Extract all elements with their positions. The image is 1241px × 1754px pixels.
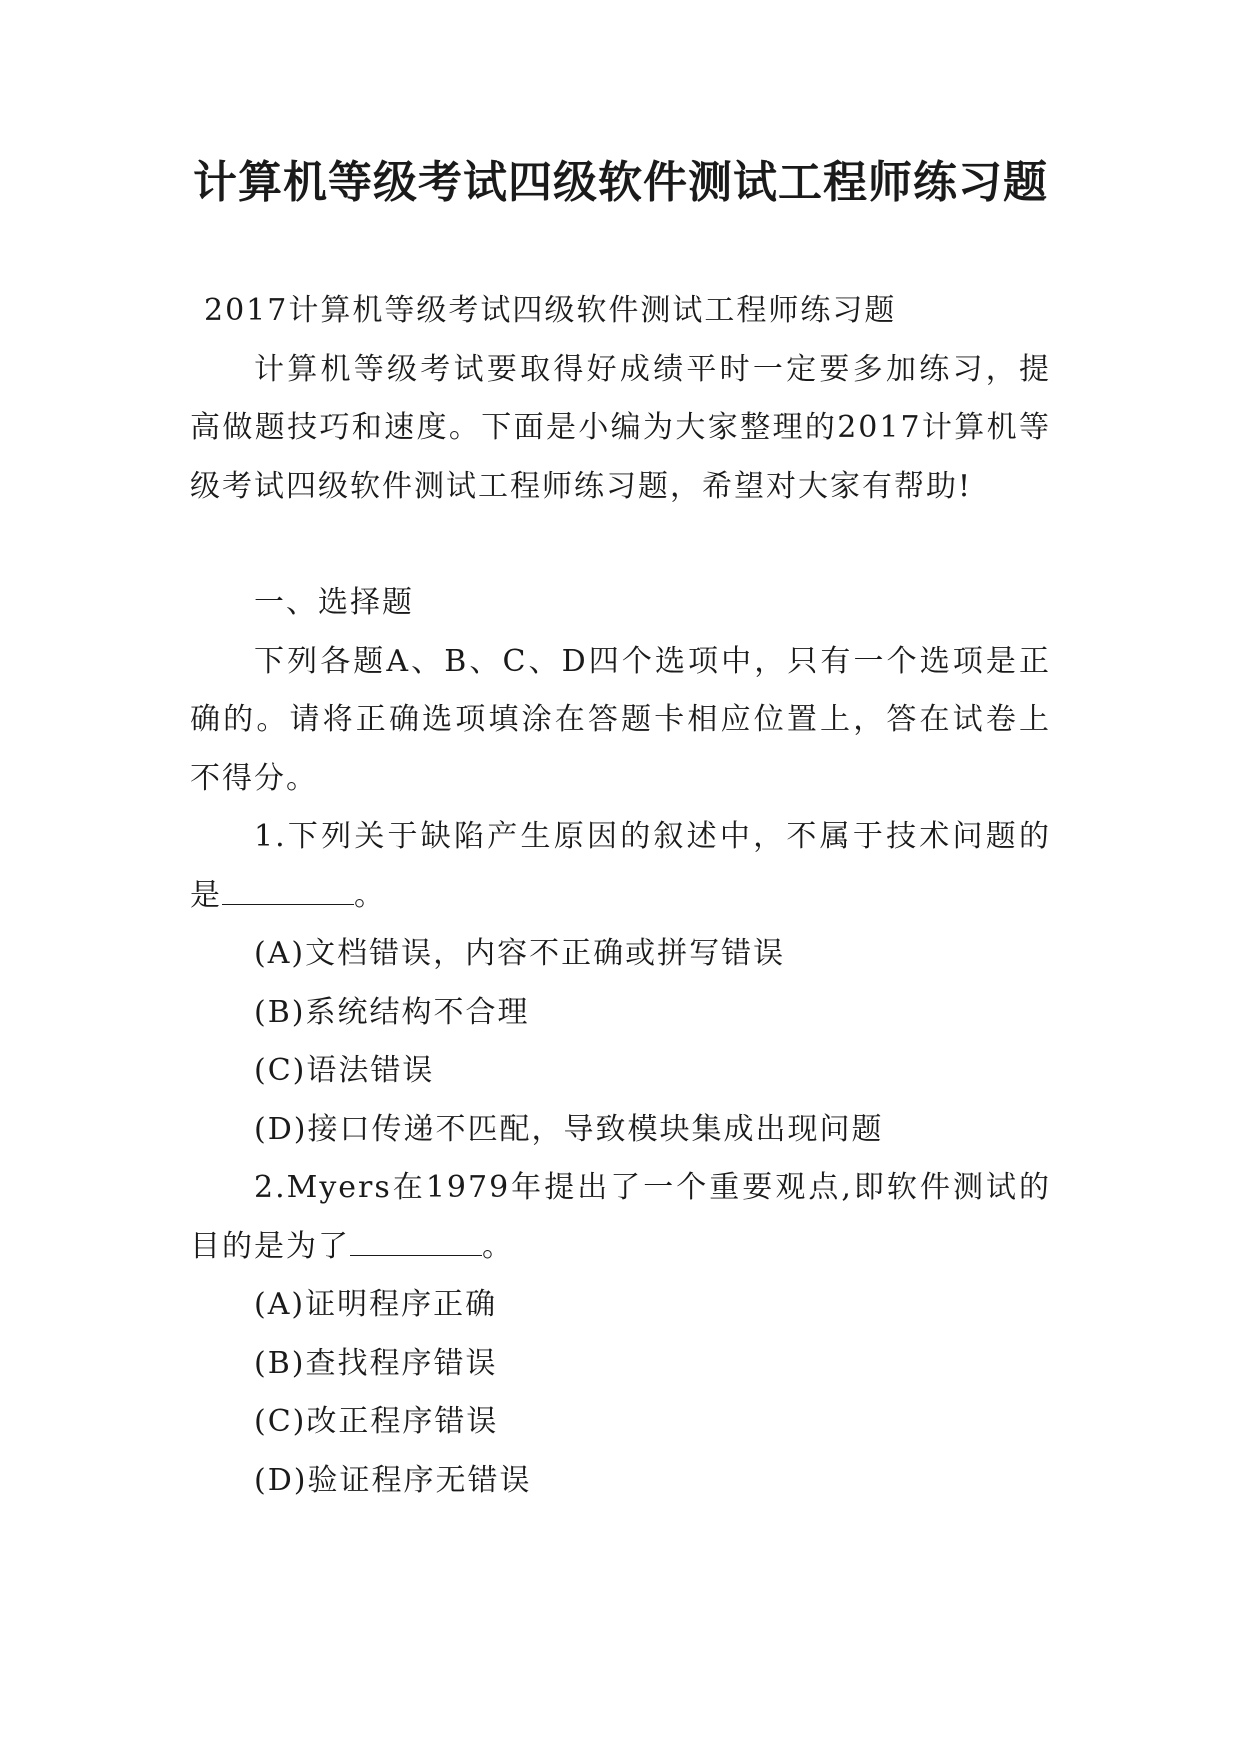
instructions-paragraph: 下列各题A、B、C、D四个选项中，只有一个选项是正确的。请将正确选项填涂在答题卡相应位置上，答在试卷上不得分。 [190, 643, 1051, 796]
answer-blank [350, 1225, 482, 1256]
section-heading: 一、选择题 [254, 585, 414, 620]
document-title: 计算机等级考试四级软件测试工程师练习题 [193, 157, 1048, 208]
question-option: (B)系统结构不合理 [254, 994, 530, 1030]
question-stem [190, 808, 1051, 925]
document-body [190, 282, 1051, 1510]
answer-blank [222, 874, 354, 905]
intro-paragraph: 计算机等级考试要取得好成绩平时一定要多加练习，提高做题技巧和速度。下面是小编为大家整理的2017计算机等级考试四级软件测试工程师练习题，希望对大家有帮助! [190, 351, 1051, 504]
question-stem [190, 1159, 1051, 1276]
question-option: (C)改正程序错误 [254, 1404, 499, 1439]
paragraph-gap [190, 516, 1051, 574]
document-subtitle: 2017计算机等级考试四级软件测试工程师练习题 [204, 293, 897, 328]
question-stem-text: 2.Myers在1979年提出了一个重要观点,即软件测试的目的是为了 [190, 1170, 1051, 1264]
question-stem-text: 1.下列关于缺陷产生原因的叙述中，不属于技术问题的是 [190, 819, 1051, 913]
question-option: (D)接口传递不匹配，导致模块集成出现问题 [254, 1111, 884, 1147]
question-stem-end: 。 [354, 877, 386, 913]
question-stem-end: 。 [482, 1228, 514, 1264]
question-option: (A)证明程序正确 [254, 1287, 498, 1322]
question-option: (D)验证程序无错误 [254, 1462, 532, 1498]
question-option: (A)文档错误，内容不正确或拼写错误 [254, 936, 786, 971]
question-option: (B)查找程序错误 [254, 1345, 498, 1381]
question-option: (C)语法错误 [254, 1053, 435, 1088]
